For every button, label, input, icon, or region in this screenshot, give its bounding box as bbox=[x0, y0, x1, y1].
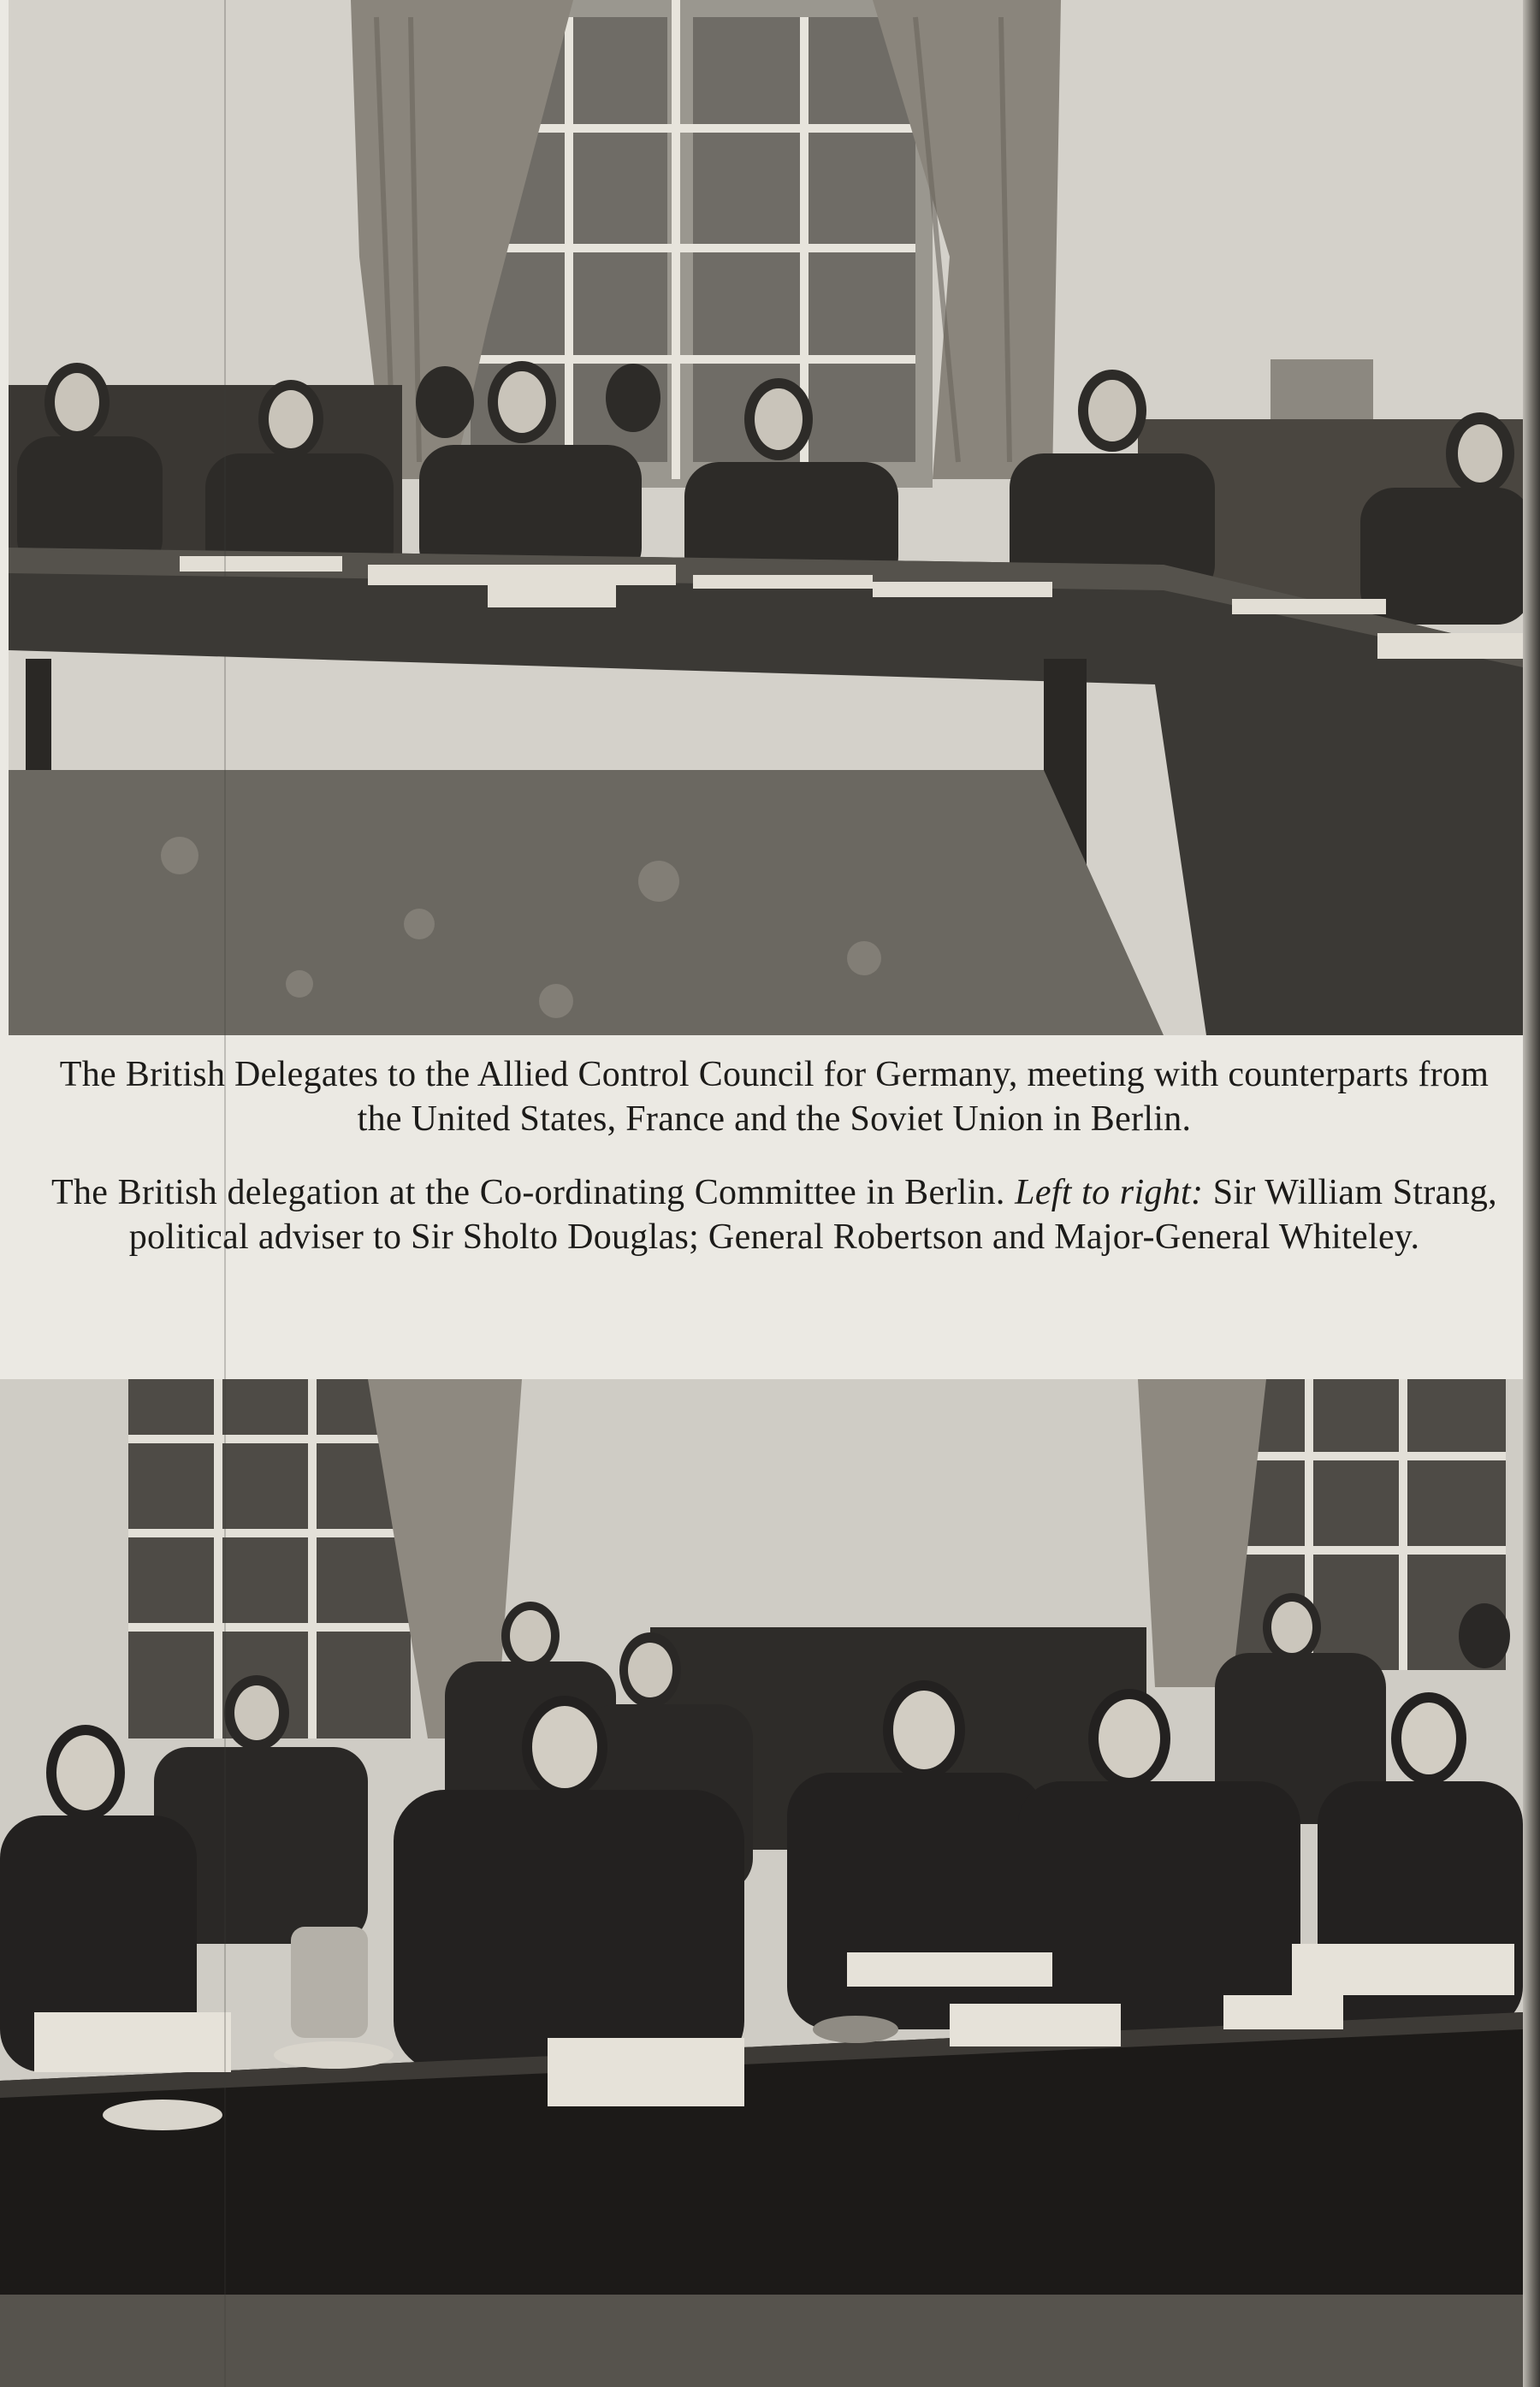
book-spine-shadow bbox=[1523, 0, 1540, 2387]
caption-2-emphasis: Left to right: bbox=[1015, 1173, 1204, 1212]
caption-2-tail: Sir William Strang, political adviser to Sir Sholto Douglas; General Robertson and Major-General Whiteley. bbox=[128, 1173, 1497, 1257]
caption-coordinating-committee bbox=[51, 1170, 1497, 1259]
photo-top-allied-council-meeting bbox=[9, 0, 1523, 1035]
photo-bottom-coordinating-committee bbox=[0, 1379, 1523, 2387]
caption-allied-control-council: The British Delegates to the Allied Control Council for Germany, meeting with counterparts from the United States, France and the Soviet Union in Berlin. bbox=[59, 1055, 1490, 1139]
caption-block bbox=[51, 1052, 1497, 1259]
page-crease bbox=[224, 0, 226, 2387]
caption-2-lead: The British delegation at the Co-ordinating Committee in Berlin. bbox=[51, 1173, 1005, 1212]
